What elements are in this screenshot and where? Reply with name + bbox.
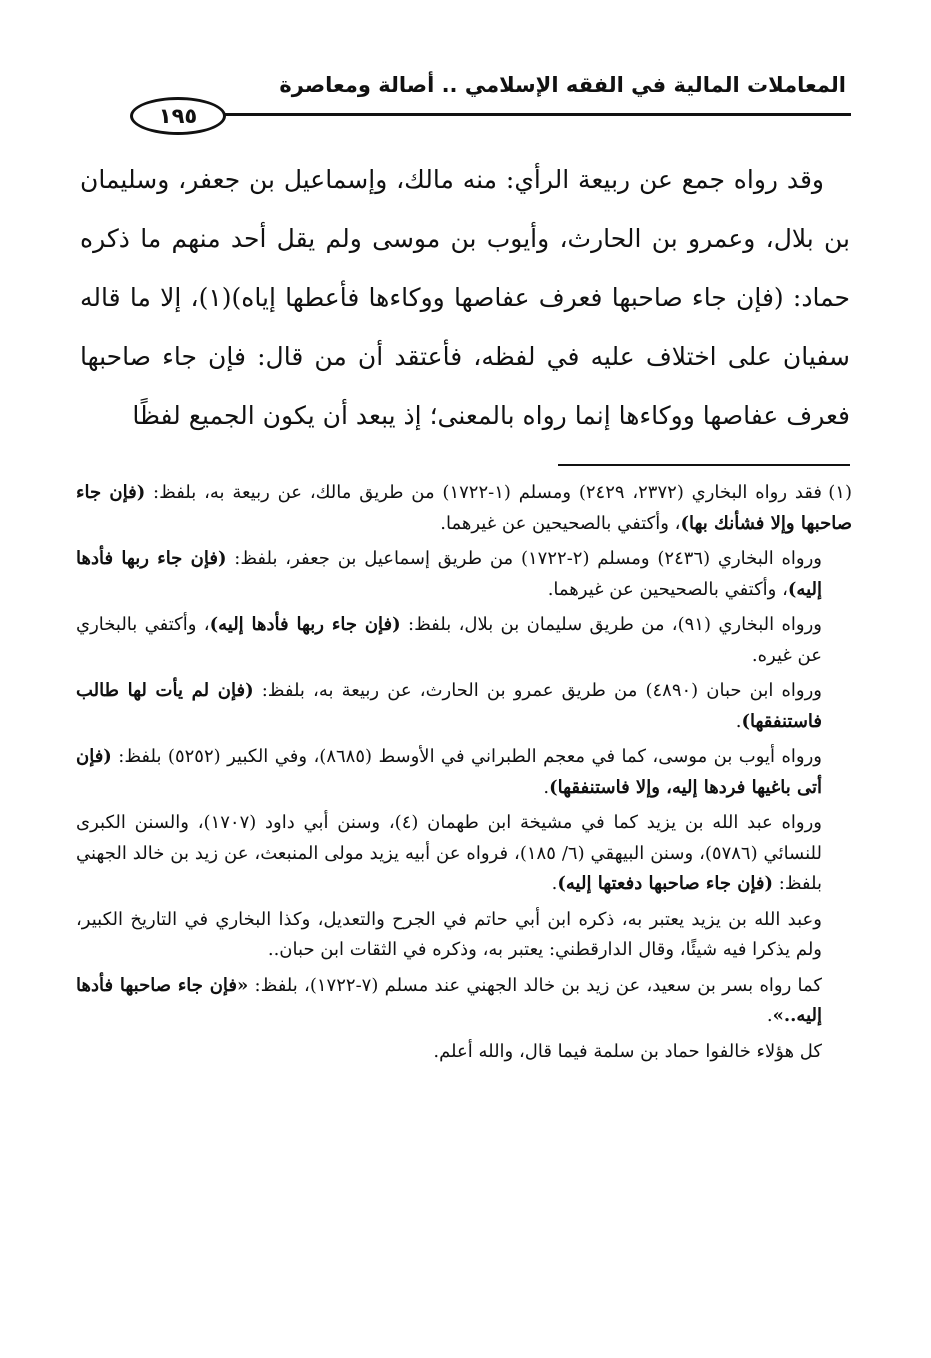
footnote-text: وعبد الله بن يزيد يعتبر به، ذكره ابن أبي حاتم في الجرح والتعديل، وكذا البخاري في التاريخ الكبير، ولم يذكرا فيه شيئًا، وقال الدارقطني: يعتبر به، وذكره في الثقات ابن حبان.. xyxy=(76,908,822,960)
hadith-quote: (فإن جاء ربها فأدها إليه) xyxy=(209,614,401,635)
hadith-quote: (فإن لم يأت لها طالب فاستنفقها) xyxy=(76,680,822,732)
footnote-separator xyxy=(558,464,850,466)
footnote-text: ، وأكتفي بالصحيحين عن غيرهما. xyxy=(440,512,681,534)
footnote-paragraph xyxy=(76,808,852,900)
footnote-text: كما رواه بسر بن سعيد، عن زيد بن خالد الجهني عند مسلم (٧-١٧٢٢)، بلفظ: xyxy=(248,974,823,996)
footnote-text: . xyxy=(543,776,550,798)
footnote-text: ورواه البخاري (٢٤٣٦) ومسلم (٢-١٧٢٢) من طريق إسماعيل بن جعفر، بلفظ: xyxy=(226,548,822,569)
footnote-paragraph xyxy=(76,676,852,737)
footnote-paragraph xyxy=(76,478,852,539)
footnote-marker: (١) xyxy=(828,482,852,503)
footnote-paragraph xyxy=(76,905,852,966)
footnotes xyxy=(76,478,852,1072)
footnote-text: ورواه البخاري (٩١)، من طريق سليمان بن بلال، بلفظ: xyxy=(400,614,822,635)
footnote-paragraph xyxy=(76,610,852,671)
page-number: ١٩٥ xyxy=(130,97,226,135)
header-rule xyxy=(215,113,851,116)
hadith-quote: (فإن جاء ربها فأدها إليه) xyxy=(76,548,822,600)
hadith-quote: (فإن جاء صاحبها دفعتها إليه) xyxy=(557,873,774,894)
footnote-text: . xyxy=(735,710,742,732)
main-text xyxy=(80,150,850,445)
footnote-text: ورواه عبد الله بن يزيد كما في مشيخة ابن طهمان (٤)، وسنن أبي داود (١٧٠٧)، والسنن الكبرى للنسائي (٥٧٨٦)، وسنن البيهقي (٦/ ١٨٥)، فرواه عن أبيه يزيد مولى المنبعث، عن زيد بن خالد الجهني بلفظ: xyxy=(76,812,822,894)
footnote-text: ورواه أيوب بن موسى، كما في معجم الطبراني في الأوسط (٨٦٨٥)، وفي الكبير (٥٢٥٢) بلفظ: xyxy=(111,746,823,767)
footnote-paragraph xyxy=(76,742,852,803)
hadith-quote: (فإن أتى باغيها فردها إليه، وإلا فاستنفقها) xyxy=(76,746,822,798)
footnote-paragraph xyxy=(76,544,852,605)
footnote-text: ، وأكتفي بالصحيحين عن غيرهما. xyxy=(547,578,788,600)
footnote-paragraph xyxy=(76,1037,852,1068)
footnote-text: ، وأكتفي بالبخاري عن غيره. xyxy=(76,614,822,666)
footnote-text: . xyxy=(551,873,558,894)
footnote-paragraph xyxy=(76,971,852,1032)
footnote-text: كل هؤلاء خالفوا حماد بن سلمة فيما قال، والله أعلم. xyxy=(433,1040,822,1062)
running-header: المعاملات المالية في الفقه الإسلامي .. أصالة ومعاصرة xyxy=(279,73,846,97)
hadith-quote: «فإن جاء صاحبها فأدها إليه..» xyxy=(76,974,822,1026)
footnote-text: . xyxy=(766,1005,773,1026)
footnote-text: ورواه ابن حبان (٤٨٩٠) من طريق عمرو بن الحارث، عن ربيعة به، بلفظ: xyxy=(253,680,822,701)
hadith-quote: (فإن جاء صاحبها وإلا فشأنك بها) xyxy=(76,482,852,534)
main-paragraph: وقد رواه جمع عن ربيعة الرأي: منه مالك، وإسماعيل بن جعفر، وسليمان بن بلال، وعمرو بن الحارث، وأيوب بن موسى ولم يقل أحد منهم ما ذكره حماد: (فإن جاء صاحبها فعرف عفاصها ووكاءها فأعطها إياه)(١)، إلا ما قاله سفيان على اختلاف عليه في لفظه، فأعتقد أن من قال: فإن جاء صاحبها فعرف عفاصها ووكاءها إنما رواه بالمعنى؛ إذ يبعد أن يكون الجميع لفظًا xyxy=(80,165,850,430)
footnote-text: فقد رواه البخاري (٢٣٧٢، ٢٤٢٩) ومسلم (١-١٧٢٢) من طريق مالك، عن ربيعة به، بلفظ: xyxy=(145,482,822,503)
